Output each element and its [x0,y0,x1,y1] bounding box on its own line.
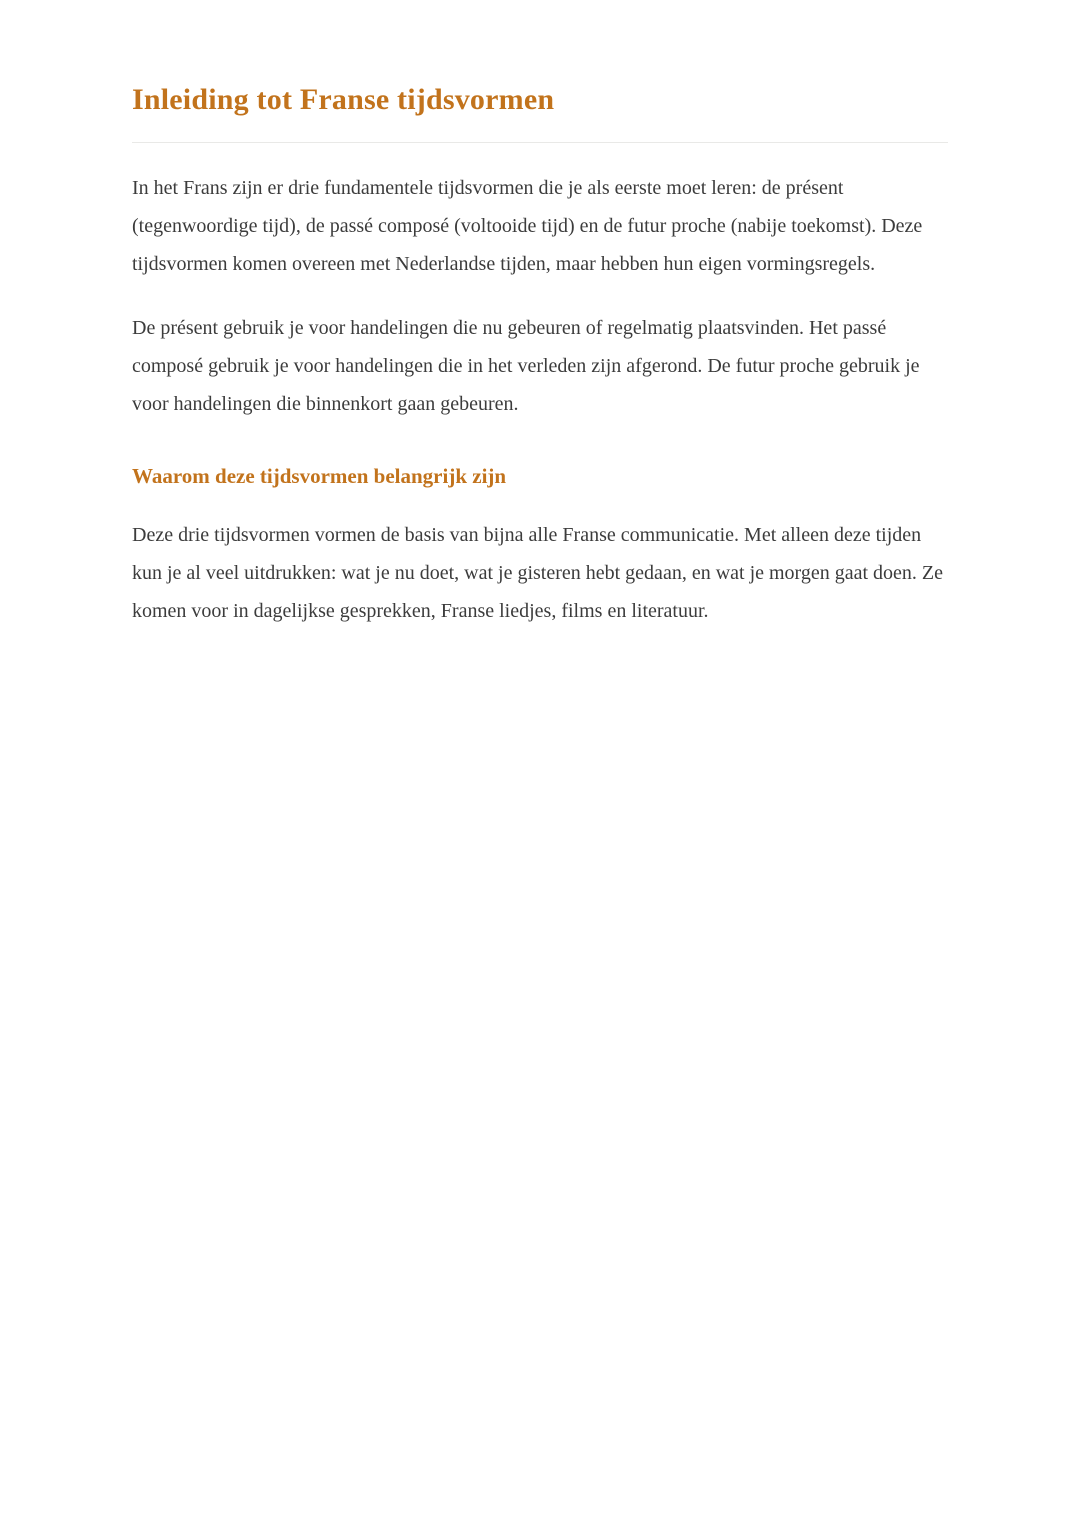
importance-paragraph: Deze drie tijdsvormen vormen de basis van bijna alle Franse communicatie. Met alleen deze tijden kun je al veel uitdrukken: wat je nu doet, wat je gisteren hebt gedaan, en wat je morgen gaat doen. Ze komen voor in dagelijkse gesprekken, Franse liedjes, films en literatuur. [132,524,944,623]
document-page [0,0,1080,630]
title-divider [132,142,948,143]
usage-paragraph: De présent gebruik je voor handelingen die nu gebeuren of regelmatig plaatsvinden. Het passé composé gebruik je voor handelingen die in het verleden zijn afgerond. De futur proche gebruik je voor handelingen die binnenkort gaan gebeuren. [132,317,920,415]
section-subheading: Waarom deze tijdsvormen belangrijk zijn [132,464,507,488]
intro-paragraph: In het Frans zijn er drie fundamentele tijdsvormen die je als eerste moet leren: de présent (tegenwoordige tijd), de passé composé (voltooide tijd) en de futur proche (nabije toekomst). Deze tijdsvormen komen overeen met Nederlandse tijden, maar hebben hun eigen vormingsregels. [132,177,923,275]
page-title: Inleiding tot Franse tijdsvormen [132,83,555,116]
